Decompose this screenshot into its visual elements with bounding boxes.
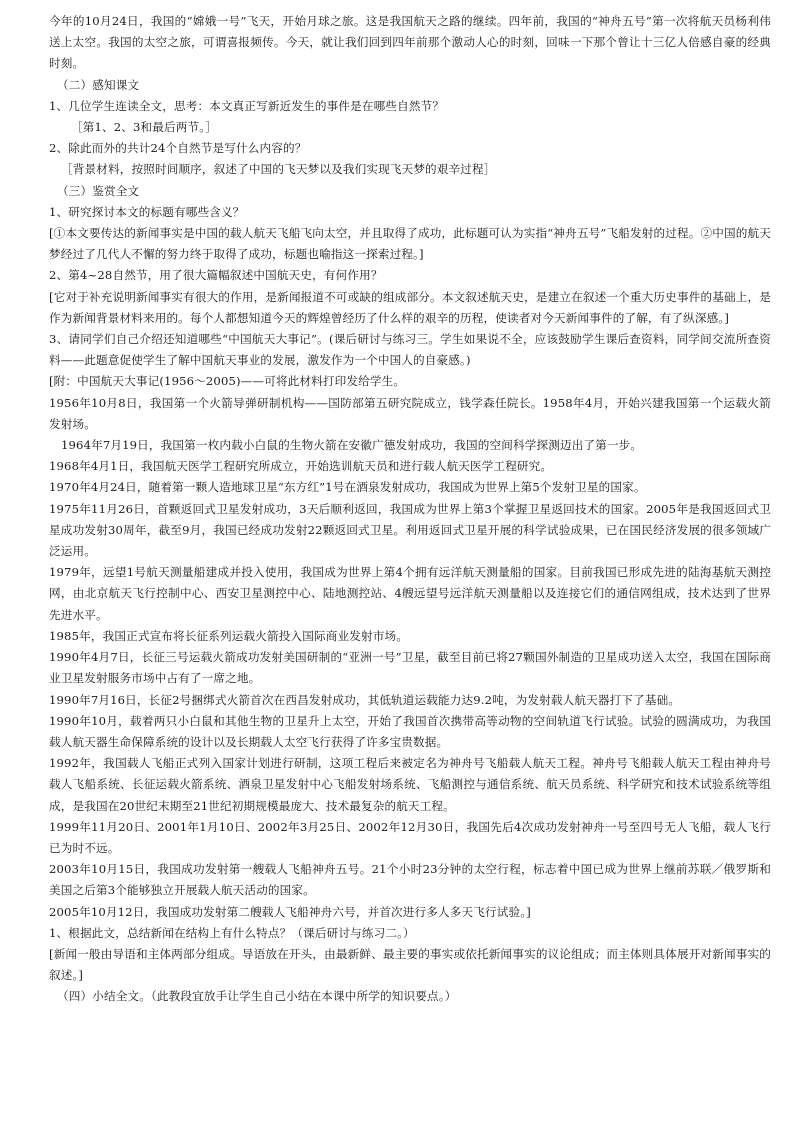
question-2: 2、除此而外的共计24个自然节是写什么内容的？ <box>49 141 307 156</box>
milestone-1979: 1979年，远望1号航天测量船建成并投入使用，我国成为世界上第4个拥有远洋航天测量船的国家。目前我国已形成先进的陆海基航天测控网，由北京航天飞行控制中心、西安卫星测控中心、陆地测控站、4艘远望号远洋航天测量船以及连接它们的通信网组成，技术达到了世界先进水平。 <box>49 565 771 622</box>
milestone-2005: 2005年10月12日，我国成功发射第二艘载人飞船神舟六号，并首次进行多人多天飞行试验。] <box>49 904 531 919</box>
section-heading-summary: （四）小结全文。（此教段宜放手让学生自己小结在本课中所学的知识要点。） <box>57 989 457 1004</box>
milestone-1990-october: 1990年10月，载着两只小白鼠和其他生物的卫星升上太空，开始了我国首次携带高等动物的空间轨道飞行试验。试验的圆满成功，为我国载人航天器生命保障系统的设计以及长期载人太空飞行获得了许多宝贵数据。 <box>49 713 771 749</box>
paragraph-intro: 今年的10月24日，我国的“嫦娥一号”飞天，开始月球之旅。这是我国航天之路的继续。四年前，我国的“神舟五号”第一次将航天员杨利伟送上太空。我国的太空之旅，可谓喜报频传。今天，就让我们回到四年前那个激动人心的时刻，回味一下那个曾让十三亿人倍感自豪的经典时刻。 <box>49 14 771 71</box>
question-title-meaning: 1、研究探讨本文的标题有哪些含义？ <box>49 204 245 219</box>
milestone-2003: 2003年10月15日，我国成功发射第一艘载人飞船神舟五号。21个小时23分钟的太空行程，标志着中国已成为世界上继前苏联／俄罗斯和美国之后第3个能够独立开展载人航天活动的国家。 <box>49 862 771 898</box>
section-heading-appreciate: （三）鉴赏全文 <box>57 183 140 198</box>
milestone-1985: 1985年，我国正式宣布将长征系列运载火箭投入国际商业发射市场。 <box>49 628 408 643</box>
milestones-appendix-heading: [附：中国航天大事记(1956～2005)——可将此材料打印发给学生。 <box>49 374 406 389</box>
answer-title-meaning: [①本文要传达的新闻事实是中国的载人航天飞船飞向太空，并且取得了成功，此标题可认为实指“神舟五号”飞船发射的过程。②中国的航天梦经过了几代人不懈的努力终于取得了成功，标题也喻指这一探索过程。] <box>49 226 771 262</box>
milestone-1964: 1964年7月19日，我国第一枚内载小白鼠的生物火箭在安徽广德发射成功，我国的空间科学探测迈出了第一步。 <box>61 438 643 453</box>
milestone-1990-april: 1990年4月7日，长征三号运载火箭成功发射美国研制的“亚洲一号”卫星，截至目前已将27颗国外制造的卫星成功送入太空，我国在国际商业卫星发射服务市场中占有了一席之地。 <box>49 650 771 686</box>
question-history-role: 2、第4~28自然节，用了很大篇幅叙述中国航天史，有何作用？ <box>49 268 383 283</box>
milestone-1975: 1975年11月26日，首颗返回式卫星发射成功，3天后顺利返回，我国成为世界上第3个掌握卫星返回技术的国家。2005年是我国返回式卫星成功发射30周年，截至9月，我国已经成功发射22颗返回式卫星。利用返回式卫星开展的科学试验成果，已在国民经济发展的很多领域广泛运用。 <box>49 501 771 559</box>
answer-news-structure: [新闻一般由导语和主体两部分组成。导语放在开头，由最新鲜、最主要的事实或依托新闻事实的议论组成；而主体则具体展开对新闻事实的叙述。] <box>49 946 771 983</box>
answer-2: ［背景材料，按照时间顺序，叙述了中国的飞天梦以及我们实现飞天梦的艰辛过程］ <box>61 162 496 177</box>
document-body <box>49 11 771 1008</box>
answer-history-role: [它对于补充说明新闻事实有很大的作用，是新闻报道不可或缺的组成部分。本文叙述航天史，是建立在叙述一个重大历史事件的基础上，是作为新闻背景材料来用的。每个人都想知道今天的辉煌曾经历了什么样的艰辛的历程，使读者对今天新闻事件的了解，有了纵深感。] <box>49 289 771 325</box>
question-milestones: 3、请同学们自己介绍还知道哪些“中国航天大事记”。(课后研讨与练习三。学生如果说不全，应该鼓励学生课后查资料，同学间交流所查资料——此题意促使学生了解中国航天事业的发展，激发作为一个中国人的自豪感。) <box>49 332 771 368</box>
milestone-1956: 1956年10月8日，我国第一个火箭导弹研制机构——国防部第五研究院成立，钱学森任院长。1958年4月，开始兴建我国第一个运载火箭发射场。 <box>49 395 771 431</box>
question-news-structure: 1、根据此文，总结新闻在结构上有什么特点？（课后研讨与练习二。） <box>49 925 415 940</box>
milestone-1999-2002: 1999年11月20日、2001年1月10日、2002年3月25日、2002年12月30日，我国先后4次成功发射神舟一号至四号无人飞船，载人飞行已为时不远。 <box>49 819 771 855</box>
milestone-1970: 1970年4月24日，随着第一颗人造地球卫星“东方红”1号在酒泉发射成功，我国成为世界上第5个发射卫星的国家。 <box>49 480 646 495</box>
milestone-1992: 1992年，我国载人飞船正式列入国家计划进行研制，这项工程后来被定名为神舟号飞船载人航天工程。神舟号飞船载人航天工程由神舟号载人飞船系统、长征运载火箭系统、酒泉卫星发射中心飞船发射场系统、飞船测控与通信系统、航天员系统、科学研究和技术试验系统等组成，是我国在20世纪末期至21世纪初期规模最庞大、技术最复杂的航天工程。 <box>49 756 771 813</box>
milestone-1990-july: 1990年7月16日，长征2号捆绑式火箭首次在西昌发射成功，其低轨道运载能力达9.2吨，为发射载人航天器打下了基础。 <box>49 692 681 707</box>
answer-1: ［第1、2、3和最后两节。］ <box>71 120 217 135</box>
question-1: 1、几位学生连读全文，思考：本文真正写新近发生的事件是在哪些自然节？ <box>49 98 445 113</box>
milestone-1968: 1968年4月1日，我国航天医学工程研究所成立，开始选训航天员和进行载人航天医学工程研究。 <box>49 459 553 474</box>
section-heading-perceive: （二）感知课文 <box>57 77 140 92</box>
